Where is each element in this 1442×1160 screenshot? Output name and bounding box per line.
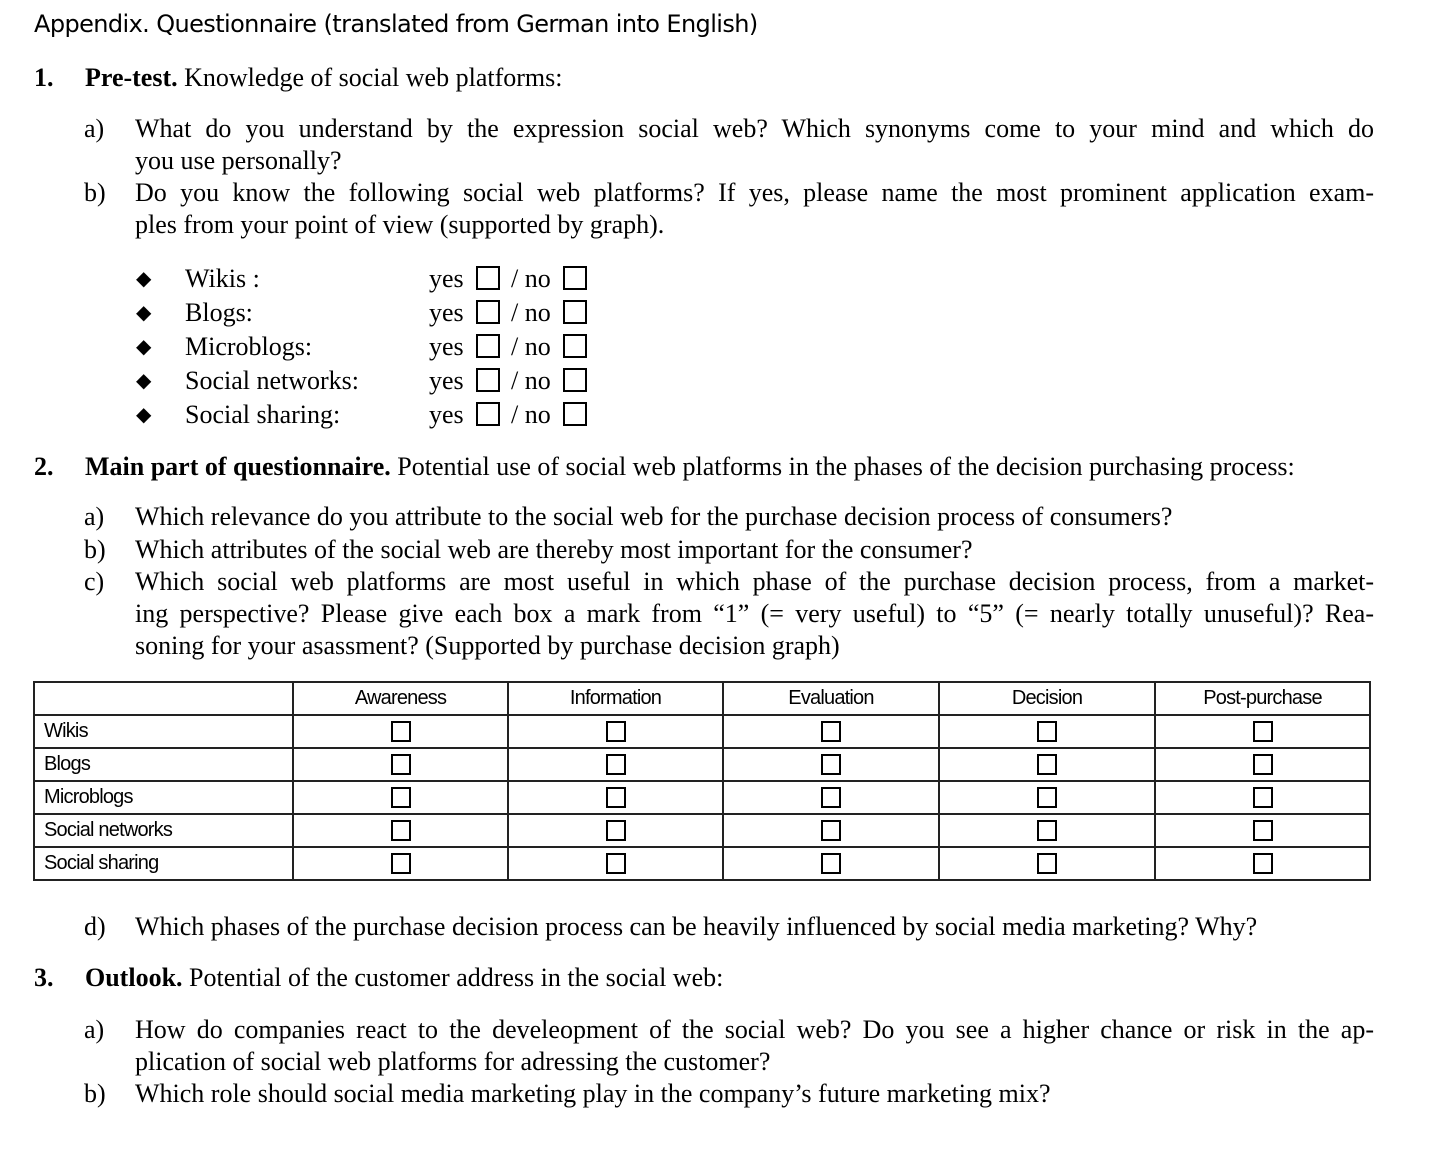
column-header-decision: Decision [939, 682, 1155, 715]
question-text-line: you use personally? [135, 146, 342, 175]
yes-checkbox[interactable] [476, 266, 500, 290]
section-number: 2. [34, 452, 54, 481]
platform-name: Social sharing: [185, 400, 341, 429]
diamond-bullet-icon: ◆ [136, 302, 152, 324]
question-text-line: What do you understand by the expression social web? Which synonyms come to your mind and which do [135, 114, 1374, 143]
no-checkbox[interactable] [563, 368, 587, 392]
question-1b [84, 177, 1374, 241]
rating-checkbox[interactable] [606, 754, 626, 775]
no-label: / no [511, 332, 551, 361]
yes-label: yes [429, 366, 464, 395]
table-header-row [34, 682, 1370, 715]
rating-checkbox[interactable] [821, 754, 841, 775]
rating-checkbox[interactable] [821, 820, 841, 841]
no-checkbox[interactable] [563, 266, 587, 290]
rating-checkbox[interactable] [391, 754, 411, 775]
question-text: Which attributes of the social web are thereby most important for the consumer? [135, 535, 973, 564]
rating-checkbox[interactable] [1253, 721, 1273, 742]
question-label: b) [84, 535, 106, 564]
platform-name: Microblogs: [185, 332, 313, 361]
section-intro: Knowledge of social web platforms: [177, 63, 563, 92]
section-title: Pre-test. [85, 63, 178, 92]
no-label: / no [511, 400, 551, 429]
question-text-line: plication of social web platforms for adressing the customer? [135, 1047, 771, 1076]
column-header-post-purchase: Post-purchase [1155, 682, 1370, 715]
no-label: / no [511, 366, 551, 395]
row-label: Social sharing [34, 847, 293, 880]
rating-checkbox[interactable] [391, 853, 411, 874]
question-text-line: Which social web platforms are most useful in which phase of the purchase decision process, from a market- [135, 567, 1374, 596]
section-intro: Potential use of social web platforms in the phases of the decision purchasing process: [390, 452, 1295, 481]
row-label: Blogs [34, 748, 293, 781]
section-number: 1. [34, 63, 54, 92]
rating-checkbox[interactable] [1037, 754, 1057, 775]
yes-checkbox[interactable] [476, 368, 500, 392]
no-label: / no [511, 298, 551, 327]
question-text-line: soning for your asassment? (Supported by purchase decision graph) [135, 631, 840, 660]
question-3a [84, 1014, 1374, 1078]
rating-checkbox[interactable] [1253, 754, 1273, 775]
question-label: b) [84, 1079, 106, 1108]
rating-checkbox[interactable] [606, 721, 626, 742]
rating-checkbox[interactable] [1253, 853, 1273, 874]
question-label: a) [84, 502, 105, 531]
diamond-bullet-icon: ◆ [136, 268, 152, 290]
question-label: a) [84, 1015, 105, 1044]
question-label: a) [84, 114, 105, 143]
yes-label: yes [429, 332, 464, 361]
table-row [34, 814, 1370, 847]
column-header-information: Information [508, 682, 723, 715]
section-intro: Potential of the customer address in the social web: [182, 963, 724, 992]
section-title: Main part of questionnaire. [85, 452, 391, 481]
question-2c [84, 566, 1374, 662]
rating-checkbox[interactable] [1037, 721, 1057, 742]
column-header-awareness: Awareness [293, 682, 508, 715]
rating-checkbox[interactable] [391, 721, 411, 742]
question-text-line: Do you know the following social web platforms? If yes, please name the most prominent application exam- [135, 178, 1374, 207]
question-2d [84, 911, 1374, 943]
row-label: Wikis [34, 715, 293, 748]
question-label: b) [84, 178, 106, 207]
yes-label: yes [429, 298, 464, 327]
platform-name: Blogs: [185, 298, 253, 327]
no-label: / no [511, 264, 551, 293]
table-row [34, 715, 1370, 748]
rating-checkbox[interactable] [1037, 820, 1057, 841]
question-text-line: How do companies react to the develeopment of the social web? Do you see a higher chance or risk in the ap- [135, 1015, 1374, 1044]
rating-checkbox[interactable] [821, 787, 841, 808]
platform-name: Wikis : [185, 264, 260, 293]
appendix-title: Appendix. Questionnaire (translated from German into English) [34, 10, 758, 38]
diamond-bullet-icon: ◆ [136, 404, 152, 426]
table-row [34, 748, 1370, 781]
rating-checkbox[interactable] [391, 787, 411, 808]
rating-checkbox[interactable] [821, 721, 841, 742]
rating-checkbox[interactable] [1037, 787, 1057, 808]
question-text-line: ing perspective? Please give each box a mark from “1” (= very useful) to “5” (= nearly totally unuseful)? Rea- [135, 599, 1374, 628]
phase-rating-table [33, 681, 1371, 881]
row-label: Social networks [34, 814, 293, 847]
column-header-evaluation: Evaluation [723, 682, 939, 715]
diamond-bullet-icon: ◆ [136, 370, 152, 392]
section-title: Outlook. [85, 963, 183, 992]
no-checkbox[interactable] [563, 300, 587, 324]
rating-checkbox[interactable] [1253, 820, 1273, 841]
rating-checkbox[interactable] [606, 853, 626, 874]
question-text: Which role should social media marketing play in the company’s future marketing mix? [135, 1079, 1051, 1108]
question-text-line: ples from your point of view (supported by graph). [135, 210, 665, 239]
yes-checkbox[interactable] [476, 300, 500, 324]
rating-checkbox[interactable] [821, 853, 841, 874]
yes-checkbox[interactable] [476, 402, 500, 426]
yes-label: yes [429, 400, 464, 429]
rating-checkbox[interactable] [606, 787, 626, 808]
question-label: d) [84, 912, 106, 941]
yes-checkbox[interactable] [476, 334, 500, 358]
rating-checkbox[interactable] [1037, 853, 1057, 874]
question-2a [84, 501, 1374, 533]
question-1a [84, 113, 1374, 177]
diamond-bullet-icon: ◆ [136, 336, 152, 358]
rating-checkbox[interactable] [1253, 787, 1273, 808]
question-label: c) [84, 567, 105, 596]
table-row [34, 847, 1370, 880]
row-label: Microblogs [34, 781, 293, 814]
section-number: 3. [34, 963, 54, 992]
no-checkbox[interactable] [563, 402, 587, 426]
rating-checkbox[interactable] [391, 820, 411, 841]
question-text: Which phases of the purchase decision process can be heavily influenced by social media marketing? Why? [135, 912, 1258, 941]
question-3b [84, 1078, 1374, 1110]
column-header-platform [34, 682, 293, 715]
question-2b [84, 534, 1374, 566]
platform-name: Social networks: [185, 366, 360, 395]
yes-label: yes [429, 264, 464, 293]
question-text: Which relevance do you attribute to the social web for the purchase decision process of consumers? [135, 502, 1173, 531]
no-checkbox[interactable] [563, 334, 587, 358]
rating-checkbox[interactable] [606, 820, 626, 841]
table-row [34, 781, 1370, 814]
